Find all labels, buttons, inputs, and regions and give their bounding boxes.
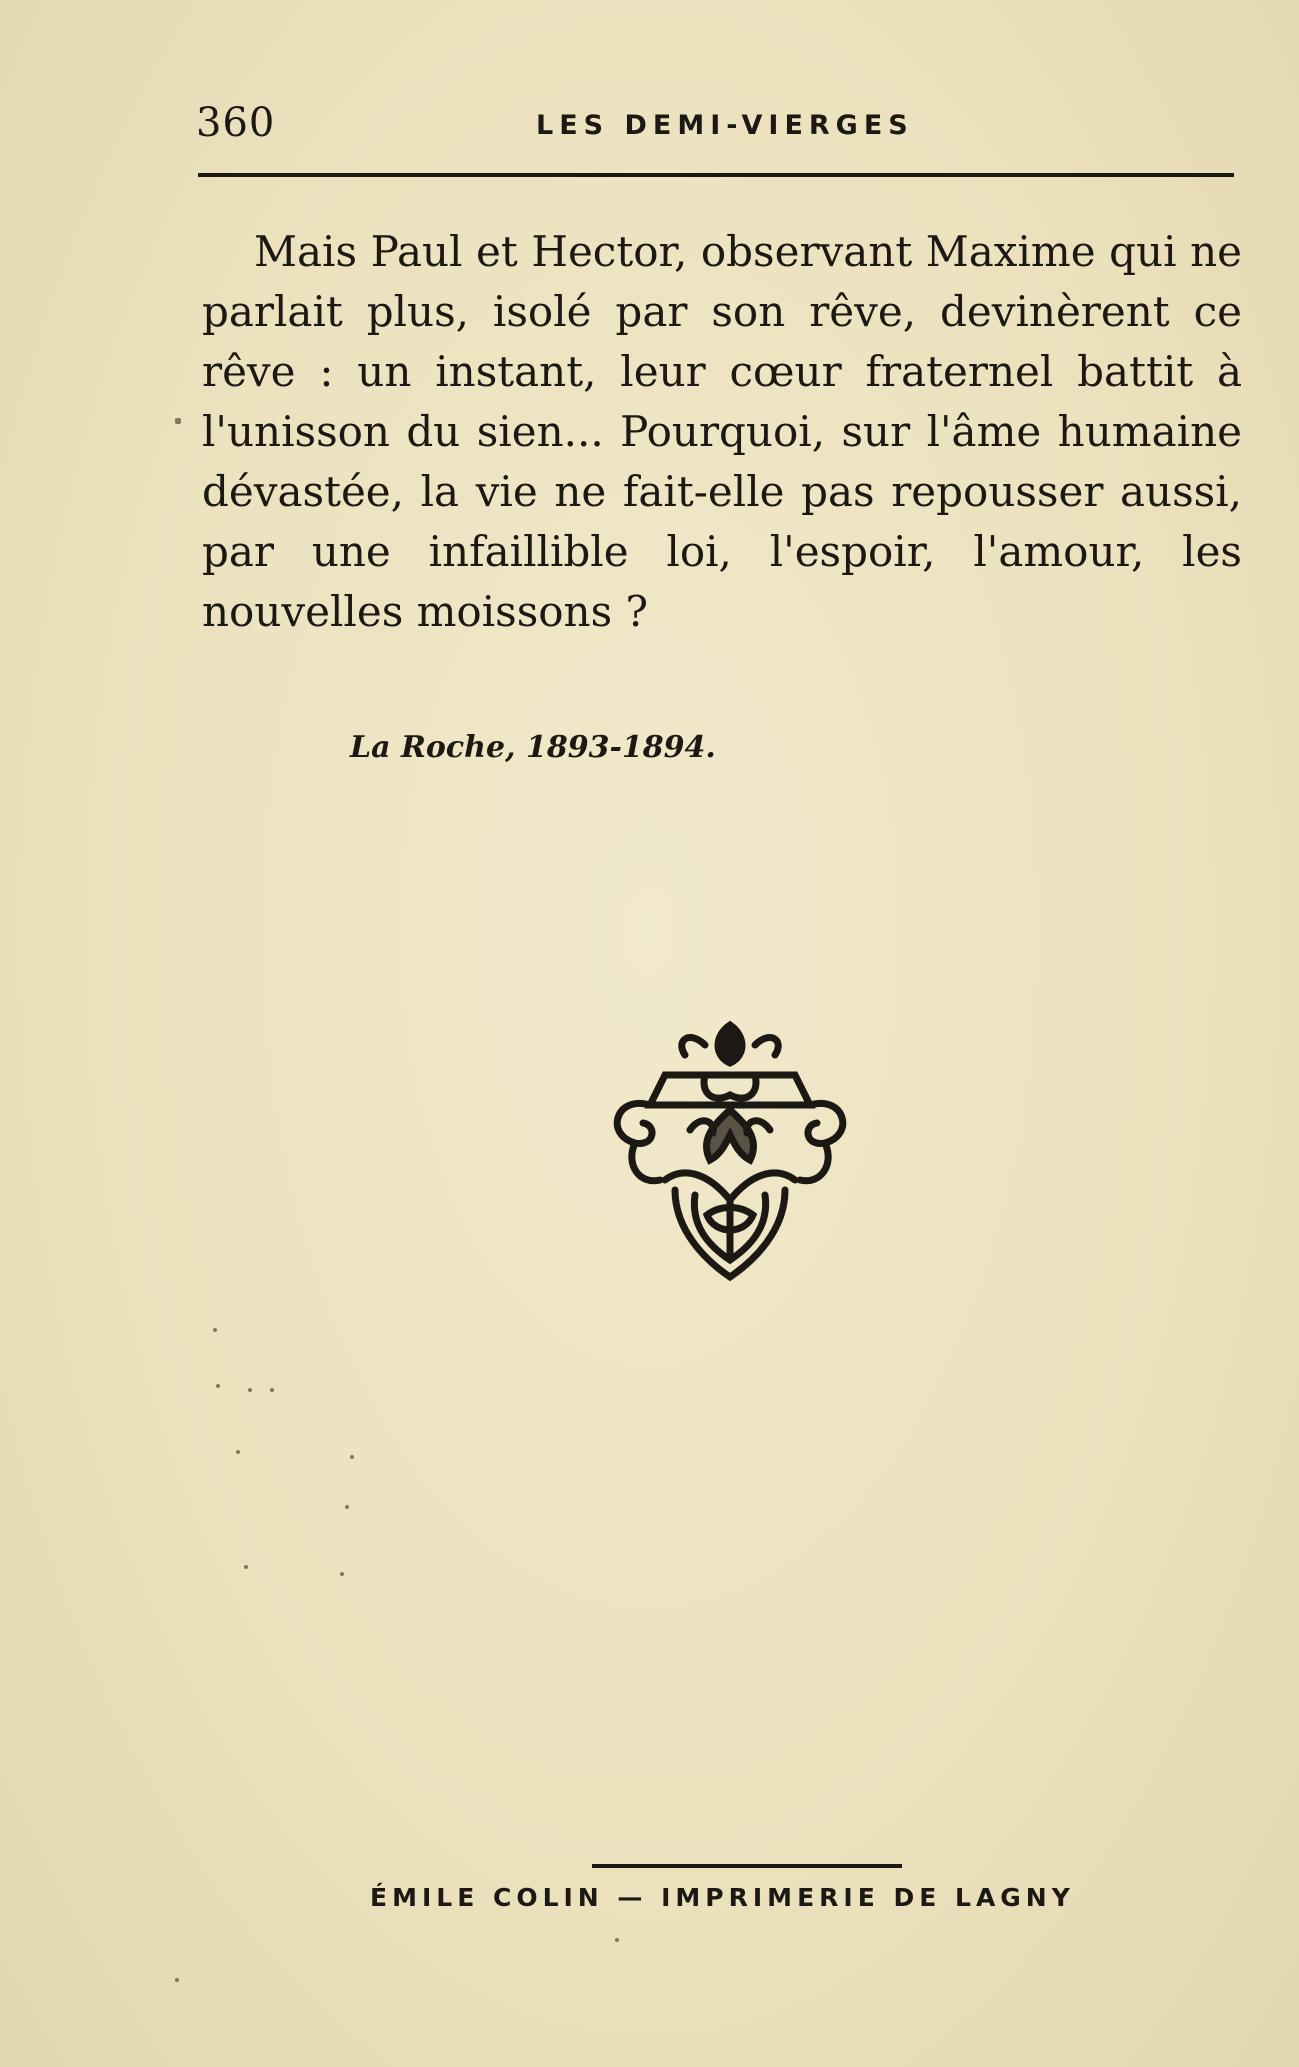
- footer-rule: [592, 1864, 902, 1868]
- paper-speck: [350, 1455, 354, 1459]
- paper-speck: [270, 1388, 274, 1392]
- paper-speck: [248, 1388, 252, 1392]
- paper-speck: [213, 1328, 217, 1332]
- signature-place-date: La Roche, 1893-1894.: [350, 730, 716, 765]
- body-paragraph: Mais Paul et Hector, observant Maxime qui ne parlait plus, isolé par son rêve, devinèrent ce rêve : un instant, leur cœur fraternel battit à l'unisson du sien... Pourquoi, sur l'âme humaine dévastée, la vie ne fait-elle pas repousser aussi, par une infaillible loi, l'espoir, l'amour, les nouvelles moissons ?: [202, 227, 1242, 636]
- paper-speck: [340, 1572, 344, 1576]
- header-rule: [198, 173, 1234, 177]
- paper-speck: [216, 1384, 220, 1388]
- printer-imprint: ÉMILE COLIN — IMPRIMERIE DE LAGNY: [370, 1883, 1075, 1912]
- paper-speck: [615, 1938, 619, 1942]
- paper-speck: [175, 418, 181, 424]
- paper-speck: [175, 1978, 179, 1982]
- paper-speck: [345, 1505, 349, 1509]
- paper-speck: [236, 1450, 240, 1454]
- paper-speck: [244, 1565, 248, 1569]
- floral-tailpiece-ornament-icon: [595, 1015, 865, 1285]
- page-header: [196, 100, 1236, 150]
- running-title: LES DEMI-VIERGES: [536, 110, 914, 141]
- page-number: 360: [196, 100, 276, 146]
